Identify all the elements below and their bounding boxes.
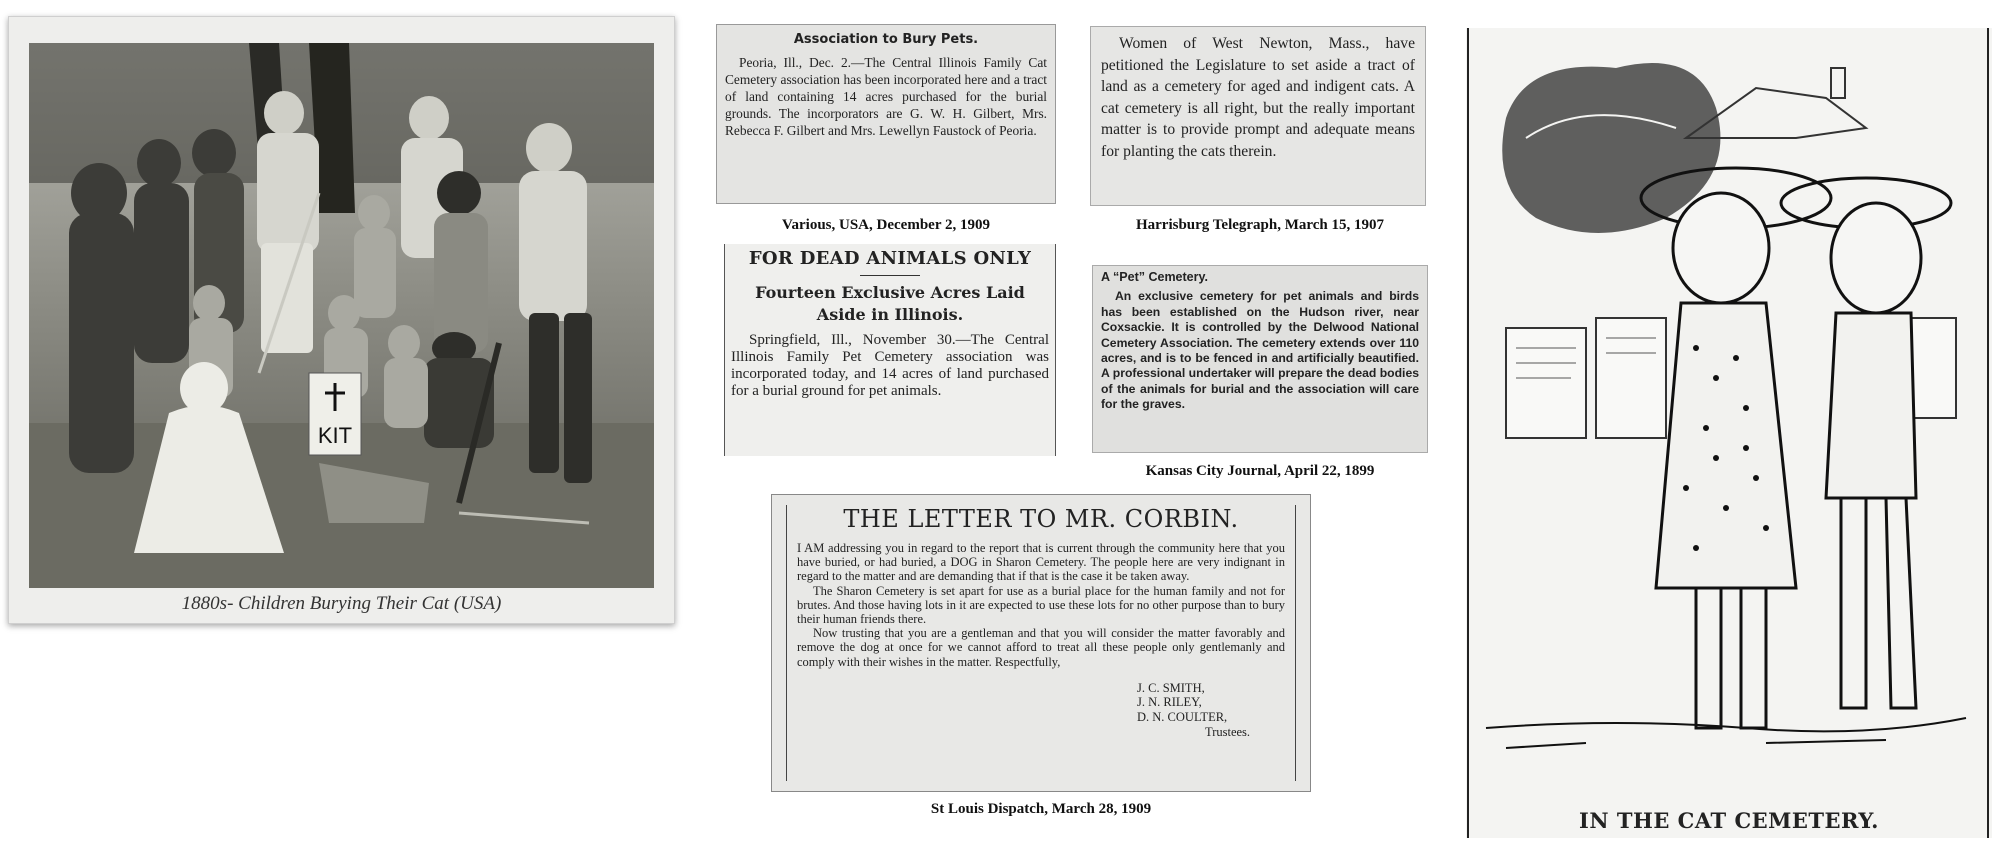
- springfield-headline: FOR DEAD ANIMALS ONLY: [748, 248, 1032, 269]
- west-newton-clipping: [1090, 26, 1426, 206]
- st-louis-source-caption: St Louis Dispatch, March 28, 1909: [930, 801, 1152, 817]
- kansas-city-source-caption: Kansas City Journal, April 22, 1899: [1145, 463, 1375, 479]
- peoria-source-caption: Various, USA, December 2, 1909: [782, 217, 990, 233]
- springfield-clipping: [724, 244, 1056, 456]
- pet-cemetery-clipping: [1092, 265, 1428, 453]
- cartoon-illustration: [1466, 28, 1992, 838]
- photo-frame: [8, 16, 675, 624]
- grave-marker-label: KIT: [317, 423, 353, 448]
- cat-cemetery-cartoon: [1466, 28, 1992, 838]
- letter-signatures: [1137, 681, 1285, 739]
- photo-illustration: [29, 43, 654, 588]
- letter-paragraph: Now trusting that you are a gentleman and that you will consider the matter favorably and remove the dog at once for we cannot afford to treat all these people only gentlemanly and comply with their wishes in the matter. Respectfully,: [797, 626, 1285, 669]
- letter-paragraph: The Sharon Cemetery is set apart for use as a burial place for the human family and not for brutes. And those having lots in it are expected to use these lots for no other purpose than to bury their human friends there.: [797, 583, 1285, 627]
- peoria-headline: Association to Bury Pets.: [793, 32, 979, 47]
- signer-title: Trustees.: [1205, 724, 1251, 739]
- peoria-body: Peoria, Ill., Dec. 2.—The Central Illinois Family Cat Cemetery association has been incorporated here and a tract of land containing 14 acres purchased for the burial grounds. The incorporators are G. W. H. Gilbert, Mrs. Rebecca F. Gilbert and Mrs. Lewellyn Faustock of Peoria.: [725, 55, 1047, 138]
- divider: [860, 275, 920, 276]
- peoria-clipping: [716, 24, 1056, 204]
- cartoon-caption: IN THE CAT CEMETERY.: [1579, 808, 1879, 833]
- children-burying-cat-photo: [29, 43, 654, 588]
- letter-headline: THE LETTER TO MR. CORBIN.: [843, 505, 1239, 533]
- springfield-body: Springfield, Ill., November 30.—The Central Illinois Family Pet Cemetery association was incorporated today, and 14 acres of land purchased for a burial ground for pet animals.: [731, 332, 1049, 399]
- letter-paragraph: I AM addressing you in regard to the report that is current through the community here that you have buried, or had buried, a DOG in Sharon Cemetery. The people here are very indignant in regard to the matter and are demanding that if that is the case it be taken away.: [797, 541, 1285, 584]
- pet-cemetery-headline: A “Pet” Cemetery.: [1101, 270, 1208, 284]
- signer: J. C. SMITH,: [1137, 680, 1205, 695]
- springfield-subhead: Fourteen Exclusive Acres Laid Aside in Illinois.: [755, 283, 1025, 324]
- pet-cemetery-body: An exclusive cemetery for pet animals and birds has been established on the Hudson river, near Coxsackie. It is controlled by the Delwood National Cemetery Association. The cemetery extends over 110 acres, and is to be fenced in and artificially beautified. A professional undertaker will prepare the dead bodies of the animals for burial and the association will care for the graves.: [1101, 289, 1419, 412]
- letter-clipping: [771, 494, 1311, 792]
- harrisburg-source-caption: Harrisburg Telegraph, March 15, 1907: [1135, 217, 1385, 233]
- signer: D. N. COULTER,: [1137, 710, 1228, 725]
- signer: J. N. RILEY,: [1137, 695, 1202, 710]
- photo-caption: 1880s- Children Burying Their Cat (USA): [181, 593, 502, 614]
- west-newton-body: Women of West Newton, Mass., have petitioned the Legislature to set aside a tract of land as a cemetery for aged and indigent cats. A cat cemetery is all right, but the really important matter is to provide prompt and adequate means for planting the cats therein.: [1101, 35, 1415, 160]
